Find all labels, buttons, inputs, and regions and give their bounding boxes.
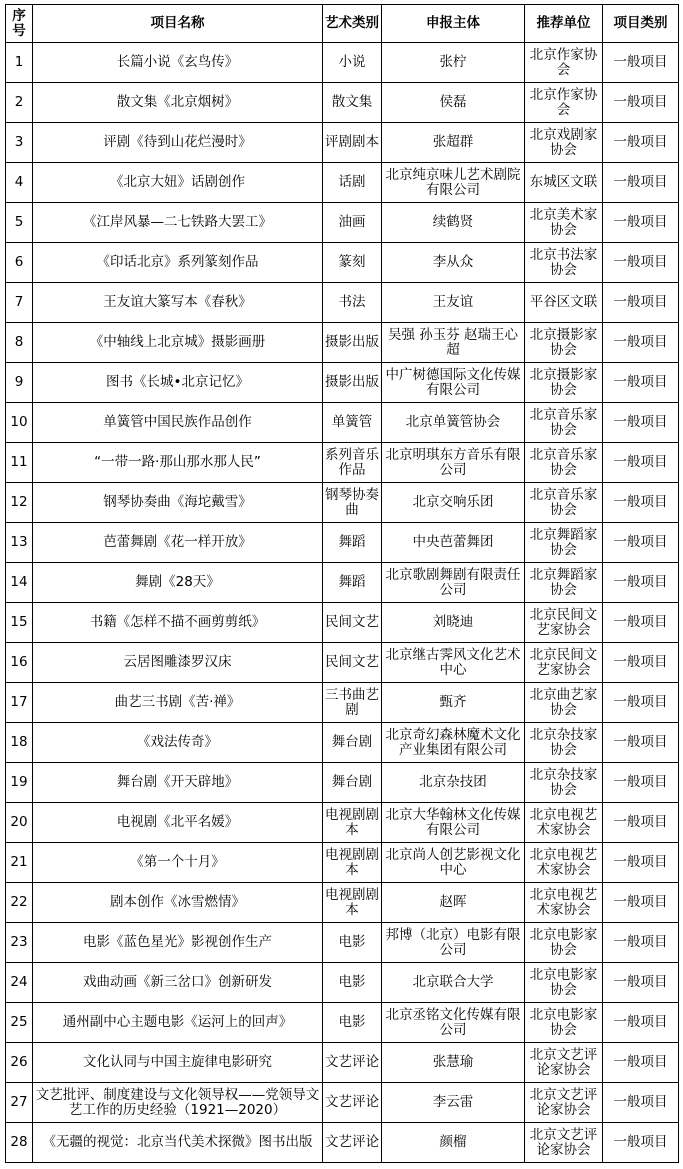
- table-row: [6, 363, 679, 403]
- recommender-cell: 北京电视艺术家协会: [525, 803, 603, 843]
- table-row: [6, 1043, 679, 1083]
- applicant-cell: 侯磊: [382, 83, 525, 123]
- applicant-cell: 北京歌剧舞剧有限责任公司: [382, 563, 525, 603]
- table-header-row: [6, 5, 679, 43]
- project-type-cell: 一般项目: [603, 203, 679, 243]
- table-row: [6, 883, 679, 923]
- art-category-cell: 散文集: [323, 83, 382, 123]
- row-index-cell: 5: [6, 203, 33, 243]
- recommender-cell: 北京杂技家协会: [525, 763, 603, 803]
- art-category-cell: 电影: [323, 923, 382, 963]
- recommender-cell: 北京戏剧家协会: [525, 123, 603, 163]
- project-type-cell: 一般项目: [603, 523, 679, 563]
- art-category-cell: 舞蹈: [323, 563, 382, 603]
- project-type-cell: 一般项目: [603, 563, 679, 603]
- project-type-cell: 一般项目: [603, 763, 679, 803]
- project-name-cell: 《戏法传奇》: [33, 723, 323, 763]
- project-type-cell: 一般项目: [603, 883, 679, 923]
- row-index-cell: 28: [6, 1123, 33, 1163]
- table-row: [6, 723, 679, 763]
- row-index-cell: 13: [6, 523, 33, 563]
- art-category-cell: 摄影出版: [323, 323, 382, 363]
- table-row: [6, 603, 679, 643]
- art-category-cell: 舞蹈: [323, 523, 382, 563]
- project-type-cell: 一般项目: [603, 1043, 679, 1083]
- table-row: [6, 243, 679, 283]
- project-name-cell: “一带一路·那山那水那人民”: [33, 443, 323, 483]
- header-applicant: 申报主体: [382, 5, 525, 43]
- project-type-cell: 一般项目: [603, 403, 679, 443]
- project-type-cell: 一般项目: [603, 323, 679, 363]
- table-row: [6, 843, 679, 883]
- table-row: [6, 643, 679, 683]
- project-name-cell: 曲艺三书剧《苦·禅》: [33, 683, 323, 723]
- row-index-cell: 9: [6, 363, 33, 403]
- applicant-cell: 赵晖: [382, 883, 525, 923]
- applicant-cell: 邦博（北京）电影有限公司: [382, 923, 525, 963]
- art-category-cell: 舞台剧: [323, 763, 382, 803]
- project-type-cell: 一般项目: [603, 83, 679, 123]
- recommender-cell: 北京作家协会: [525, 43, 603, 83]
- project-type-cell: 一般项目: [603, 643, 679, 683]
- row-index-cell: 24: [6, 963, 33, 1003]
- recommender-cell: 北京电视艺术家协会: [525, 883, 603, 923]
- art-category-cell: 舞台剧: [323, 723, 382, 763]
- row-index-cell: 27: [6, 1083, 33, 1123]
- applicant-cell: 北京尚人创艺影视文化中心: [382, 843, 525, 883]
- recommender-cell: 北京杂技家协会: [525, 723, 603, 763]
- project-type-cell: 一般项目: [603, 483, 679, 523]
- project-type-cell: 一般项目: [603, 1083, 679, 1123]
- recommender-cell: 北京电影家协会: [525, 1003, 603, 1043]
- table-row: [6, 443, 679, 483]
- applicant-cell: 北京单簧管协会: [382, 403, 525, 443]
- table-row: [6, 203, 679, 243]
- project-name-cell: 散文集《北京烟树》: [33, 83, 323, 123]
- row-index-cell: 10: [6, 403, 33, 443]
- recommender-cell: 北京曲艺家协会: [525, 683, 603, 723]
- applicant-cell: 北京明琪东方音乐有限公司: [382, 443, 525, 483]
- project-name-cell: 书籍《怎样不描不画剪剪纸》: [33, 603, 323, 643]
- art-category-cell: 电视剧剧本: [323, 883, 382, 923]
- table-row: [6, 283, 679, 323]
- table-row: [6, 1003, 679, 1043]
- recommender-cell: 北京舞蹈家协会: [525, 563, 603, 603]
- art-category-cell: 电视剧剧本: [323, 843, 382, 883]
- recommender-cell: 北京舞蹈家协会: [525, 523, 603, 563]
- recommender-cell: 东城区文联: [525, 163, 603, 203]
- project-name-cell: 王友谊大篆写本《春秋》: [33, 283, 323, 323]
- project-name-cell: 《印话北京》系列篆刻作品: [33, 243, 323, 283]
- row-index-cell: 20: [6, 803, 33, 843]
- project-name-cell: 《第一个十月》: [33, 843, 323, 883]
- row-index-cell: 22: [6, 883, 33, 923]
- applicant-cell: 北京联合大学: [382, 963, 525, 1003]
- applicant-cell: 北京丞铭文化传媒有限公司: [382, 1003, 525, 1043]
- applicant-cell: 续鹤贤: [382, 203, 525, 243]
- recommender-cell: 平谷区文联: [525, 283, 603, 323]
- table-row: [6, 563, 679, 603]
- art-category-cell: 文艺评论: [323, 1043, 382, 1083]
- project-type-cell: 一般项目: [603, 923, 679, 963]
- applicant-cell: 张柠: [382, 43, 525, 83]
- art-category-cell: 电视剧剧本: [323, 803, 382, 843]
- project-name-cell: 芭蕾舞剧《花一样开放》: [33, 523, 323, 563]
- table-row: [6, 83, 679, 123]
- row-index-cell: 12: [6, 483, 33, 523]
- row-index-cell: 6: [6, 243, 33, 283]
- project-name-cell: 电影《蓝色星光》影视创作生产: [33, 923, 323, 963]
- recommender-cell: 北京民间文艺家协会: [525, 643, 603, 683]
- art-category-cell: 油画: [323, 203, 382, 243]
- art-category-cell: 电影: [323, 963, 382, 1003]
- recommender-cell: 北京电影家协会: [525, 963, 603, 1003]
- table-row: [6, 803, 679, 843]
- table-row: [6, 1123, 679, 1163]
- applicant-cell: 吴强 孙玉芬 赵瑞王心超: [382, 323, 525, 363]
- recommender-cell: 北京音乐家协会: [525, 443, 603, 483]
- recommender-cell: 北京电影家协会: [525, 923, 603, 963]
- recommender-cell: 北京美术家协会: [525, 203, 603, 243]
- row-index-cell: 16: [6, 643, 33, 683]
- table-row: [6, 43, 679, 83]
- applicant-cell: 北京杂技团: [382, 763, 525, 803]
- recommender-cell: 北京书法家协会: [525, 243, 603, 283]
- header-art-category: 艺术类别: [323, 5, 382, 43]
- recommender-cell: 北京文艺评论家协会: [525, 1083, 603, 1123]
- project-name-cell: 《江岸风暴—二七铁路大罢工》: [33, 203, 323, 243]
- recommender-cell: 北京民间文艺家协会: [525, 603, 603, 643]
- row-index-cell: 4: [6, 163, 33, 203]
- project-type-cell: 一般项目: [603, 363, 679, 403]
- table-row: [6, 763, 679, 803]
- art-category-cell: 书法: [323, 283, 382, 323]
- art-category-cell: 电影: [323, 1003, 382, 1043]
- project-name-cell: 戏曲动画《新三岔口》创新研发: [33, 963, 323, 1003]
- project-name-cell: 通州副中心主题电影《运河上的回声》: [33, 1003, 323, 1043]
- project-name-cell: 钢琴协奏曲《海坨戴雪》: [33, 483, 323, 523]
- recommender-cell: 北京摄影家协会: [525, 323, 603, 363]
- project-name-cell: 评剧《待到山花烂漫时》: [33, 123, 323, 163]
- project-name-cell: 舞台剧《开天辟地》: [33, 763, 323, 803]
- project-list: [5, 4, 679, 1163]
- project-type-cell: 一般项目: [603, 43, 679, 83]
- table-row: [6, 923, 679, 963]
- row-index-cell: 23: [6, 923, 33, 963]
- applicant-cell: 北京奇幻森林魔术文化产业集团有限公司: [382, 723, 525, 763]
- table-row: [6, 403, 679, 443]
- applicant-cell: 北京交响乐团: [382, 483, 525, 523]
- project-type-cell: 一般项目: [603, 283, 679, 323]
- row-index-cell: 7: [6, 283, 33, 323]
- applicant-cell: 北京继古霁风文化艺术中心: [382, 643, 525, 683]
- applicant-cell: 中央芭蕾舞团: [382, 523, 525, 563]
- row-index-cell: 18: [6, 723, 33, 763]
- project-type-cell: 一般项目: [603, 1123, 679, 1163]
- art-category-cell: 摄影出版: [323, 363, 382, 403]
- row-index-cell: 26: [6, 1043, 33, 1083]
- art-category-cell: 小说: [323, 43, 382, 83]
- art-category-cell: 篆刻: [323, 243, 382, 283]
- table-row: [6, 123, 679, 163]
- project-type-cell: 一般项目: [603, 843, 679, 883]
- project-type-cell: 一般项目: [603, 963, 679, 1003]
- header-project-name: 项目名称: [33, 5, 323, 43]
- project-name-cell: 电视剧《北平名媛》: [33, 803, 323, 843]
- project-name-cell: 文艺批评、制度建设与文化领导权——党领导文艺工作的历史经验（1921—2020）: [33, 1083, 323, 1123]
- art-category-cell: 系列音乐作品: [323, 443, 382, 483]
- project-name-cell: 《无疆的视觉：北京当代美术探微》图书出版: [33, 1123, 323, 1163]
- applicant-cell: 刘晓迪: [382, 603, 525, 643]
- project-table: [5, 4, 679, 1163]
- recommender-cell: 北京文艺评论家协会: [525, 1043, 603, 1083]
- row-index-cell: 11: [6, 443, 33, 483]
- header-project-type: 项目类别: [603, 5, 679, 43]
- row-index-cell: 19: [6, 763, 33, 803]
- recommender-cell: 北京作家协会: [525, 83, 603, 123]
- row-index-cell: 1: [6, 43, 33, 83]
- art-category-cell: 话剧: [323, 163, 382, 203]
- project-name-cell: 云居图雕漆罗汉床: [33, 643, 323, 683]
- applicant-cell: 北京大华翰林文化传媒有限公司: [382, 803, 525, 843]
- project-type-cell: 一般项目: [603, 163, 679, 203]
- row-index-cell: 14: [6, 563, 33, 603]
- art-category-cell: 单簧管: [323, 403, 382, 443]
- project-type-cell: 一般项目: [603, 243, 679, 283]
- recommender-cell: 北京电视艺术家协会: [525, 843, 603, 883]
- header-index: 序号: [6, 5, 33, 43]
- recommender-cell: 北京文艺评论家协会: [525, 1123, 603, 1163]
- row-index-cell: 17: [6, 683, 33, 723]
- project-name-cell: 舞剧《28天》: [33, 563, 323, 603]
- recommender-cell: 北京音乐家协会: [525, 483, 603, 523]
- art-category-cell: 民间文艺: [323, 643, 382, 683]
- row-index-cell: 15: [6, 603, 33, 643]
- applicant-cell: 李从众: [382, 243, 525, 283]
- art-category-cell: 钢琴协奏曲: [323, 483, 382, 523]
- art-category-cell: 文艺评论: [323, 1083, 382, 1123]
- row-index-cell: 3: [6, 123, 33, 163]
- project-type-cell: 一般项目: [603, 723, 679, 763]
- row-index-cell: 2: [6, 83, 33, 123]
- project-name-cell: 《北京大妞》话剧创作: [33, 163, 323, 203]
- table-row: [6, 683, 679, 723]
- art-category-cell: 三书曲艺剧: [323, 683, 382, 723]
- project-name-cell: 《中轴线上北京城》摄影画册: [33, 323, 323, 363]
- table-row: [6, 163, 679, 203]
- project-name-cell: 长篇小说《玄鸟传》: [33, 43, 323, 83]
- project-type-cell: 一般项目: [603, 443, 679, 483]
- applicant-cell: 王友谊: [382, 283, 525, 323]
- applicant-cell: 中广树德国际文化传媒有限公司: [382, 363, 525, 403]
- project-type-cell: 一般项目: [603, 1003, 679, 1043]
- applicant-cell: 李云雷: [382, 1083, 525, 1123]
- table-row: [6, 483, 679, 523]
- art-category-cell: 文艺评论: [323, 1123, 382, 1163]
- table-row: [6, 523, 679, 563]
- row-index-cell: 8: [6, 323, 33, 363]
- art-category-cell: 民间文艺: [323, 603, 382, 643]
- applicant-cell: 张慧瑜: [382, 1043, 525, 1083]
- project-type-cell: 一般项目: [603, 123, 679, 163]
- applicant-cell: 北京纯京味儿艺术剧院有限公司: [382, 163, 525, 203]
- header-recommender: 推荐单位: [525, 5, 603, 43]
- project-type-cell: 一般项目: [603, 803, 679, 843]
- project-name-cell: 图书《长城•北京记忆》: [33, 363, 323, 403]
- table-row: [6, 323, 679, 363]
- project-name-cell: 文化认同与中国主旋律电影研究: [33, 1043, 323, 1083]
- table-row: [6, 1083, 679, 1123]
- applicant-cell: 颜榴: [382, 1123, 525, 1163]
- project-name-cell: 剧本创作《冰雪燃情》: [33, 883, 323, 923]
- applicant-cell: 甄齐: [382, 683, 525, 723]
- art-category-cell: 评剧剧本: [323, 123, 382, 163]
- row-index-cell: 25: [6, 1003, 33, 1043]
- project-type-cell: 一般项目: [603, 683, 679, 723]
- table-row: [6, 963, 679, 1003]
- recommender-cell: 北京音乐家协会: [525, 403, 603, 443]
- row-index-cell: 21: [6, 843, 33, 883]
- project-type-cell: 一般项目: [603, 603, 679, 643]
- project-name-cell: 单簧管中国民族作品创作: [33, 403, 323, 443]
- applicant-cell: 张超群: [382, 123, 525, 163]
- recommender-cell: 北京摄影家协会: [525, 363, 603, 403]
